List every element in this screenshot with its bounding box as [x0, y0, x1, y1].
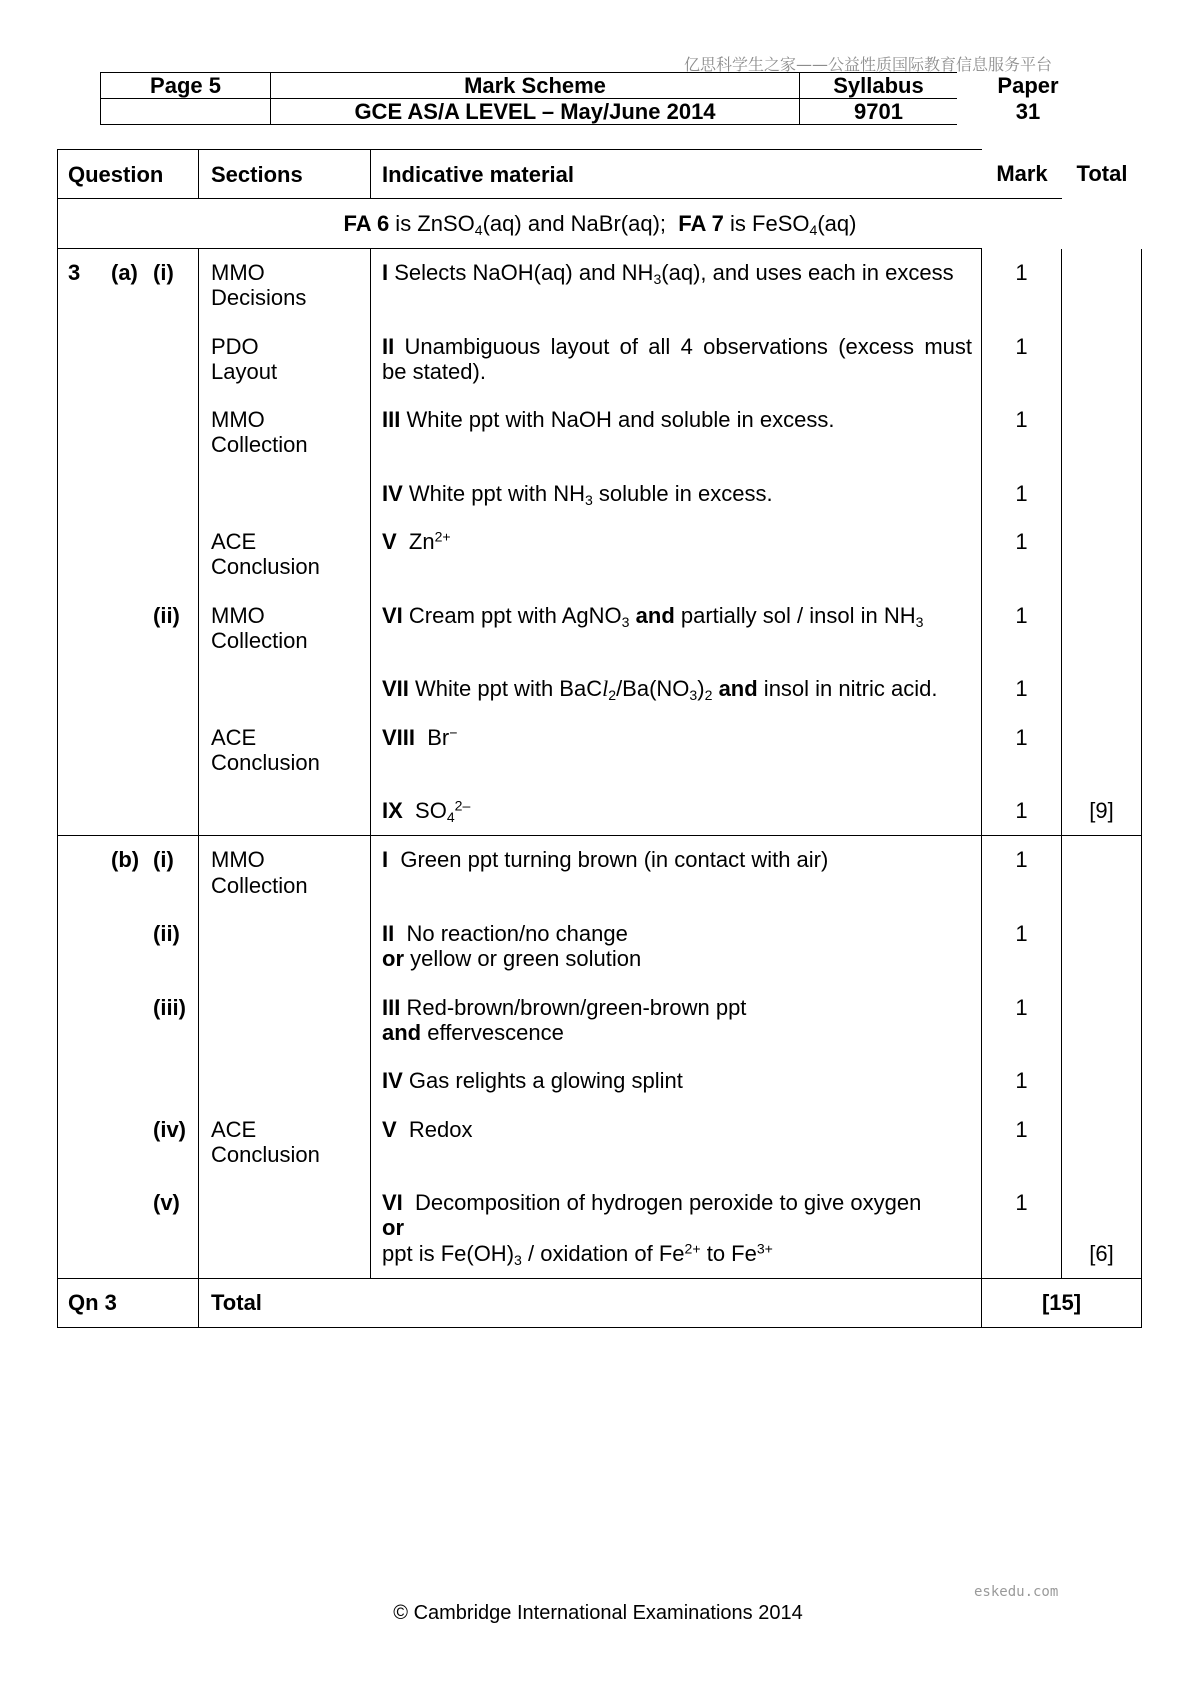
total-cell	[1062, 407, 1142, 481]
mark-value: 1	[1015, 724, 1028, 750]
mark-value: 1	[1015, 407, 1028, 433]
text: Selects NaOH(aq) and NH	[388, 260, 654, 285]
mark-value: 1	[1015, 847, 1028, 873]
mark-cell	[982, 249, 1062, 334]
mark-value: 1	[1015, 1068, 1028, 1094]
subscript: 4	[809, 221, 818, 238]
text: Zn	[396, 529, 435, 555]
total-cell	[1062, 334, 1142, 408]
material-line	[382, 676, 972, 704]
sections-cell	[199, 1068, 371, 1116]
text: (aq) and NaBr(aq);	[482, 211, 679, 236]
total-cell	[1062, 1190, 1142, 1279]
section-label: MMO	[211, 602, 265, 628]
text: Decomposition of hydrogen peroxide to give oxygen	[402, 1190, 922, 1216]
section-label: Layout	[211, 358, 278, 384]
mark-value: 1	[1015, 921, 1028, 947]
sections-cell	[199, 676, 371, 724]
syllabus-label: Syllabus	[800, 73, 957, 99]
question-subpart: (ii)	[153, 602, 180, 628]
question-block	[57, 836, 1142, 1279]
bold-text: VII	[382, 676, 409, 702]
section-label: Collection	[211, 872, 308, 898]
text: White ppt with NH	[402, 480, 585, 506]
subscript: 4	[446, 809, 455, 826]
superscript: 3+	[756, 1239, 773, 1256]
question-cell	[57, 1117, 199, 1191]
bold-text: FA 6	[343, 211, 390, 236]
text: soluble in excess.	[592, 480, 773, 506]
italic-text: l	[602, 676, 609, 702]
subscript: 3	[915, 613, 924, 630]
sections-cell	[199, 725, 371, 799]
site-watermark: eskedu.com	[974, 1584, 1059, 1600]
total-cell	[1062, 249, 1142, 334]
material-line	[382, 260, 972, 285]
material-line	[382, 603, 972, 628]
text: Gas relights a glowing splint	[402, 1068, 683, 1094]
page-header-table	[100, 72, 957, 125]
material-line	[382, 946, 972, 971]
total-cell	[1062, 798, 1142, 836]
sections-cell	[199, 995, 371, 1069]
bold-text: II	[382, 921, 395, 947]
exam-session: GCE AS/A LEVEL – May/June 2014	[271, 99, 800, 125]
indicative-material-cell	[371, 1068, 982, 1116]
section-label: MMO	[211, 847, 265, 873]
question-number: 3	[68, 260, 81, 285]
bold-text: or	[382, 946, 404, 972]
subscript: 3	[653, 270, 662, 287]
text: Red-brown/brown/green-brown ppt	[400, 994, 747, 1020]
table-row	[57, 407, 1142, 481]
material-line	[382, 1020, 972, 1045]
text: /Ba(NO	[616, 676, 690, 702]
total-cell	[1062, 836, 1142, 921]
indicative-material-cell	[371, 603, 982, 677]
text: White ppt with NaOH and soluble in excess.	[400, 407, 835, 433]
mark-value: 1	[1015, 1116, 1028, 1142]
question-block	[57, 249, 1142, 836]
question-cell	[57, 529, 199, 603]
mark-cell	[982, 334, 1062, 408]
paper-number: 31	[1015, 99, 1041, 124]
indicative-material-cell	[371, 529, 982, 603]
sections-cell	[199, 1117, 371, 1191]
total-cell	[1062, 995, 1142, 1069]
sections-cell	[199, 798, 371, 836]
material-line	[382, 1117, 972, 1142]
table-row	[57, 676, 1142, 724]
text: yellow or green solution	[404, 946, 642, 972]
total-cell	[1062, 603, 1142, 677]
text: (aq), and uses each in excess	[661, 260, 954, 285]
table-row	[57, 995, 1142, 1069]
question-subpart: (ii)	[153, 921, 180, 947]
indicative-material-cell	[371, 334, 982, 408]
question-cell	[57, 995, 199, 1069]
mark-cell	[982, 836, 1062, 921]
bold-text: and	[635, 602, 675, 628]
bold-text: IX	[382, 798, 403, 824]
question-cell	[57, 798, 199, 836]
section-label: Conclusion	[211, 1141, 320, 1167]
mark-value: 1	[1015, 333, 1028, 359]
indicative-material-cell	[371, 481, 982, 529]
question-subpart: (i)	[153, 260, 174, 285]
watermark-text: 亿思科学生之家——公益性质国际教育信息服务平台	[684, 55, 1053, 74]
question-part: (a)	[111, 260, 138, 285]
indicative-material-cell	[371, 249, 982, 334]
bold-text: IV	[382, 1068, 403, 1094]
total-value: [9]	[1089, 798, 1114, 824]
superscript: 2+	[434, 528, 451, 545]
text: partially sol / insol in NH	[674, 602, 916, 628]
total-question-label: Qn 3	[57, 1279, 199, 1328]
question-cell	[57, 1068, 199, 1116]
total-cell	[1062, 1068, 1142, 1116]
mark-value: 1	[1015, 480, 1028, 506]
material-line	[382, 1215, 972, 1240]
mark-scheme-table	[57, 149, 1142, 1328]
table-row	[57, 1190, 1142, 1279]
table-header-row	[57, 149, 1142, 199]
indicative-material-cell	[371, 1190, 982, 1279]
total-cell	[1062, 676, 1142, 724]
section-label: Collection	[211, 627, 308, 653]
table-row	[57, 921, 1142, 995]
text: White ppt with BaC	[408, 676, 603, 702]
column-header-question: Question	[57, 149, 199, 199]
question-part: (b)	[111, 847, 140, 873]
section-label: Conclusion	[211, 749, 320, 775]
text: / oxidation of Fe	[521, 1240, 685, 1266]
question-cell	[57, 603, 199, 677]
mark-value: 1	[1015, 798, 1028, 824]
text: be stated).	[382, 358, 486, 384]
bold-text: I	[382, 847, 389, 873]
text: Redox	[396, 1116, 473, 1142]
copyright-footer: © Cambridge International Examinations 2014	[393, 1602, 803, 1624]
indicative-material-cell	[371, 995, 982, 1069]
table-row	[57, 481, 1142, 529]
subscript: 3	[689, 687, 698, 704]
sections-cell	[199, 249, 371, 334]
bold-text: VIII	[382, 724, 416, 750]
sections-cell	[199, 529, 371, 603]
text: No reaction/no change	[394, 921, 628, 947]
question-cell	[57, 407, 199, 481]
mark-value: 1	[1015, 676, 1028, 702]
table-row	[57, 836, 1142, 921]
column-header-sections: Sections	[199, 149, 371, 199]
total-cell	[1062, 1117, 1142, 1191]
material-line	[382, 359, 972, 384]
total-cell	[1062, 725, 1142, 799]
bold-text: or	[382, 1215, 404, 1241]
question-cell	[57, 725, 199, 799]
bold-text: VI	[382, 1190, 403, 1216]
material-line	[382, 921, 972, 946]
material-line	[382, 1241, 972, 1266]
mark-cell	[982, 1117, 1062, 1191]
material-line	[382, 995, 972, 1020]
indicative-material-cell	[371, 676, 982, 724]
mark-cell	[982, 603, 1062, 677]
text: ppt is Fe(OH)	[382, 1240, 515, 1266]
section-label: ACE	[211, 529, 257, 555]
material-line	[382, 334, 972, 359]
material-line	[382, 529, 972, 554]
text: insol in nitric acid.	[757, 676, 938, 702]
total-label: Total	[199, 1279, 982, 1328]
mark-value: 1	[1015, 260, 1028, 285]
mark-scheme-body	[57, 249, 1142, 1279]
text: effervescence	[421, 1019, 564, 1045]
section-label: Conclusion	[211, 554, 320, 580]
material-line	[382, 481, 972, 506]
sections-cell	[199, 481, 371, 529]
material-line	[382, 407, 972, 432]
text: )	[697, 676, 705, 702]
table-row	[57, 603, 1142, 677]
table-row	[57, 334, 1142, 408]
section-label: Decisions	[211, 285, 307, 311]
table-row	[57, 798, 1142, 836]
indicative-material-cell	[371, 725, 982, 799]
question-cell	[57, 481, 199, 529]
syllabus-code: 9701	[800, 99, 957, 125]
mark-value: 1	[1015, 529, 1028, 555]
bold-text: VI	[382, 602, 403, 628]
sections-cell	[199, 407, 371, 481]
indicative-material-cell	[371, 836, 982, 921]
bold-text: II	[382, 333, 395, 359]
text: to Fe	[700, 1240, 757, 1266]
text: Cream ppt with AgNO	[402, 602, 622, 628]
sections-cell	[199, 334, 371, 408]
indicative-material-cell	[371, 798, 982, 836]
text: is ZnSO	[389, 211, 475, 236]
text: (aq)	[817, 211, 857, 236]
subscript: 2	[608, 687, 617, 704]
material-line	[382, 1068, 972, 1093]
indicative-material-cell	[371, 407, 982, 481]
column-header-mark: Mark	[982, 149, 1062, 199]
column-header-total: Total	[1076, 161, 1128, 186]
bold-text: IV	[382, 480, 403, 506]
material-line	[382, 1190, 972, 1215]
subscript: 3	[584, 491, 593, 508]
bold-text: III	[382, 994, 401, 1020]
question-subpart: (iv)	[153, 1116, 186, 1142]
document-title: Mark Scheme	[271, 73, 800, 99]
section-label: PDO	[211, 333, 259, 359]
mark-value: 1	[1015, 1190, 1028, 1216]
mark-cell	[982, 676, 1062, 724]
text: Br	[415, 724, 450, 750]
question-cell	[57, 249, 199, 334]
subscript: 4	[474, 221, 483, 238]
question-subpart: (i)	[153, 847, 174, 873]
question-cell	[57, 334, 199, 408]
table-row	[57, 249, 1142, 334]
material-line	[382, 847, 972, 872]
mark-cell	[982, 1190, 1062, 1279]
sections-cell	[199, 921, 371, 995]
table-row	[57, 529, 1142, 603]
bold-text: V	[382, 529, 397, 555]
bold-text: and	[382, 1019, 422, 1045]
mark-cell	[982, 921, 1062, 995]
page-number: Page 5	[101, 73, 271, 99]
section-label: ACE	[211, 724, 257, 750]
question-cell	[57, 1190, 199, 1279]
section-label: MMO	[211, 260, 265, 285]
table-row	[57, 1117, 1142, 1191]
solutions-intro-row	[57, 199, 1142, 249]
sections-cell	[199, 603, 371, 677]
mark-value: 1	[1015, 994, 1028, 1020]
total-cell	[1062, 529, 1142, 603]
material-line	[382, 725, 972, 750]
text: is FeSO	[723, 211, 810, 236]
question-cell	[57, 836, 199, 921]
total-row	[57, 1279, 1142, 1328]
superscript: 2+	[684, 1239, 701, 1256]
empty-cell	[101, 99, 271, 125]
bold-text: and	[718, 676, 758, 702]
paper-info	[990, 73, 1066, 125]
bold-text: FA 7	[678, 211, 724, 236]
subscript: 3	[621, 613, 630, 630]
section-label: Collection	[211, 432, 308, 458]
text: SO	[402, 798, 447, 824]
mark-cell	[982, 1068, 1062, 1116]
question-cell	[57, 676, 199, 724]
question-cell	[57, 921, 199, 995]
mark-cell	[982, 481, 1062, 529]
superscript: 2–	[454, 797, 471, 814]
superscript: −	[449, 723, 458, 740]
question-subpart: (v)	[153, 1190, 180, 1216]
subscript: 3	[514, 1251, 522, 1268]
mark-cell	[982, 529, 1062, 603]
total-cell	[1062, 481, 1142, 529]
column-header-material: Indicative material	[371, 149, 982, 199]
mark-cell	[982, 407, 1062, 481]
total-marks: [15]	[982, 1279, 1142, 1328]
bold-text: I	[382, 260, 389, 285]
total-cell	[1062, 921, 1142, 995]
subscript: 2	[704, 687, 713, 704]
text: Unambiguous layout of all 4 observations (excess must	[394, 333, 972, 359]
paper-label: Paper	[997, 73, 1059, 98]
section-label: ACE	[211, 1116, 257, 1142]
sections-cell	[199, 836, 371, 921]
bold-text: V	[382, 1116, 397, 1142]
table-row	[57, 725, 1142, 799]
mark-cell	[982, 798, 1062, 836]
bold-text: III	[382, 407, 401, 433]
mark-value: 1	[1015, 602, 1028, 628]
material-line	[382, 797, 972, 826]
mark-cell	[982, 725, 1062, 799]
sections-cell	[199, 1190, 371, 1279]
question-subpart: (iii)	[153, 994, 186, 1020]
indicative-material-cell	[371, 1117, 982, 1191]
table-row	[57, 1068, 1142, 1116]
indicative-material-cell	[371, 921, 982, 995]
text: Green ppt turning brown (in contact with air)	[388, 847, 829, 873]
total-value: [6]	[1089, 1240, 1114, 1266]
section-label: MMO	[211, 407, 265, 433]
mark-cell	[982, 995, 1062, 1069]
